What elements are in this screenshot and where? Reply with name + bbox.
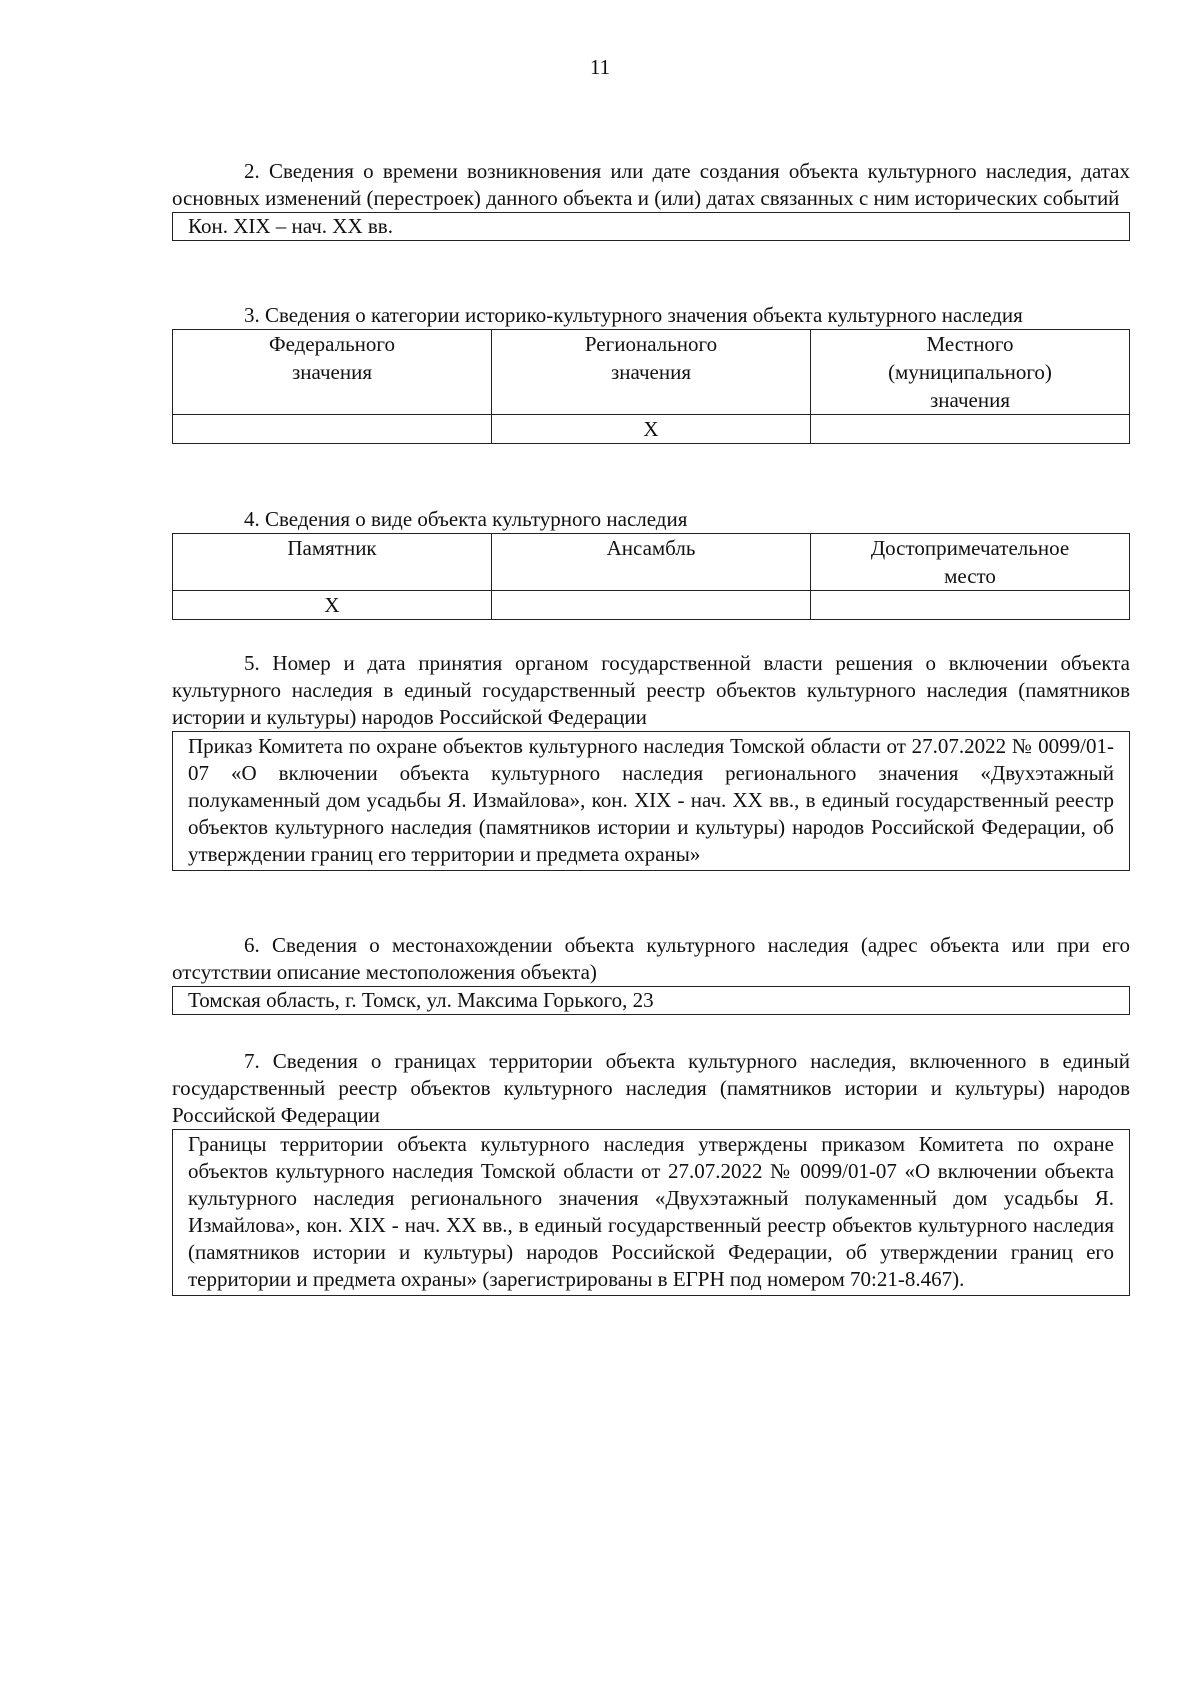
creation-date-value: Кон. XIX – нач. XX вв. (172, 212, 1130, 241)
section-heading: 7. Сведения о границах территории объекта культурного наследия, включенного в единый государственный реестр объектов культурного наследия (памятников истории и культуры) народов Российской Федерации (172, 1049, 1130, 1127)
page-number: 11 (589, 55, 611, 79)
column-header-local: Местного (муниципального) значения (811, 330, 1130, 415)
section-territory-boundaries (172, 1048, 1130, 1296)
section-registry-decision (172, 650, 1130, 871)
section-creation-date (172, 158, 1130, 241)
section-heading: 2. Сведения о времени возникновения или дате создания объекта культурного наследия, датах основных изменений (перестроек) данного объекта и (или) датах связанных с ним исторических событий (172, 159, 1130, 210)
section-heading: 4. Сведения о виде объекта культурного наследия (244, 507, 688, 531)
registry-decision-value: Приказ Комитета по охране объектов культурного наследия Томской области от 27.07.2022 № 0099/01-07 «О включении объекта культурного наследия регионального значения «Двухэтажный полукаменный дом усадьбы Я. Измайлова», кон. XIX - нач. XX вв., в единый государственный реестр объектов культурного наследия (памятников истории и культуры) народов Российской Федерации, об утверждении границ его территории и предмета охраны» (172, 731, 1130, 871)
section-heading: 3. Сведения о категории историко-культурного значения объекта культурного наследия (244, 303, 1023, 327)
mark-cell-monument: Х (173, 591, 492, 620)
mark-cell-regional: Х (492, 415, 811, 444)
location-value: Томская область, г. Томск, ул. Максима Горького, 23 (172, 986, 1130, 1015)
territory-boundaries-value: Границы территории объекта культурного наследия утверждены приказом Комитета по охране объектов культурного наследия Томской области от 27.07.2022 № 0099/01-07 «О включении объекта культурного наследия регионального значения «Двухэтажный полукаменный дом усадьбы Я. Измайлова», кон. XIX - нач. XX вв., в единый государственный реестр объектов культурного наследия (памятников истории и культуры) народов Российской Федерации, об утверждении границ его территории и предмета охраны» (зарегистрированы в ЕГРН под номером 70:21-8.467). (172, 1129, 1130, 1296)
mark-cell-ensemble (492, 591, 811, 620)
mark-cell-local (811, 415, 1130, 444)
column-header-regional: Регионального значения (492, 330, 811, 415)
section-heading: 5. Номер и дата принятия органом государственной власти решения о включении объекта культурного наследия в единый государственный реестр объектов культурного наследия (памятников истории и культуры) народов Российской Федерации (172, 651, 1130, 729)
section-object-type (172, 506, 1130, 620)
mark-cell-federal (173, 415, 492, 444)
column-header-landmark: Достопримечательное место (811, 534, 1130, 591)
mark-cell-landmark (811, 591, 1130, 620)
column-header-ensemble: Ансамбль (492, 534, 811, 591)
column-header-monument: Памятник (173, 534, 492, 591)
section-heading: 6. Сведения о местонахождении объекта культурного наследия (адрес объекта или при его отсутствии описание местоположения объекта) (172, 933, 1130, 984)
object-type-table (172, 533, 1130, 620)
section-significance-category (172, 302, 1130, 444)
section-location (172, 932, 1130, 1015)
significance-table (172, 329, 1130, 444)
column-header-federal: Федерального значения (173, 330, 492, 415)
